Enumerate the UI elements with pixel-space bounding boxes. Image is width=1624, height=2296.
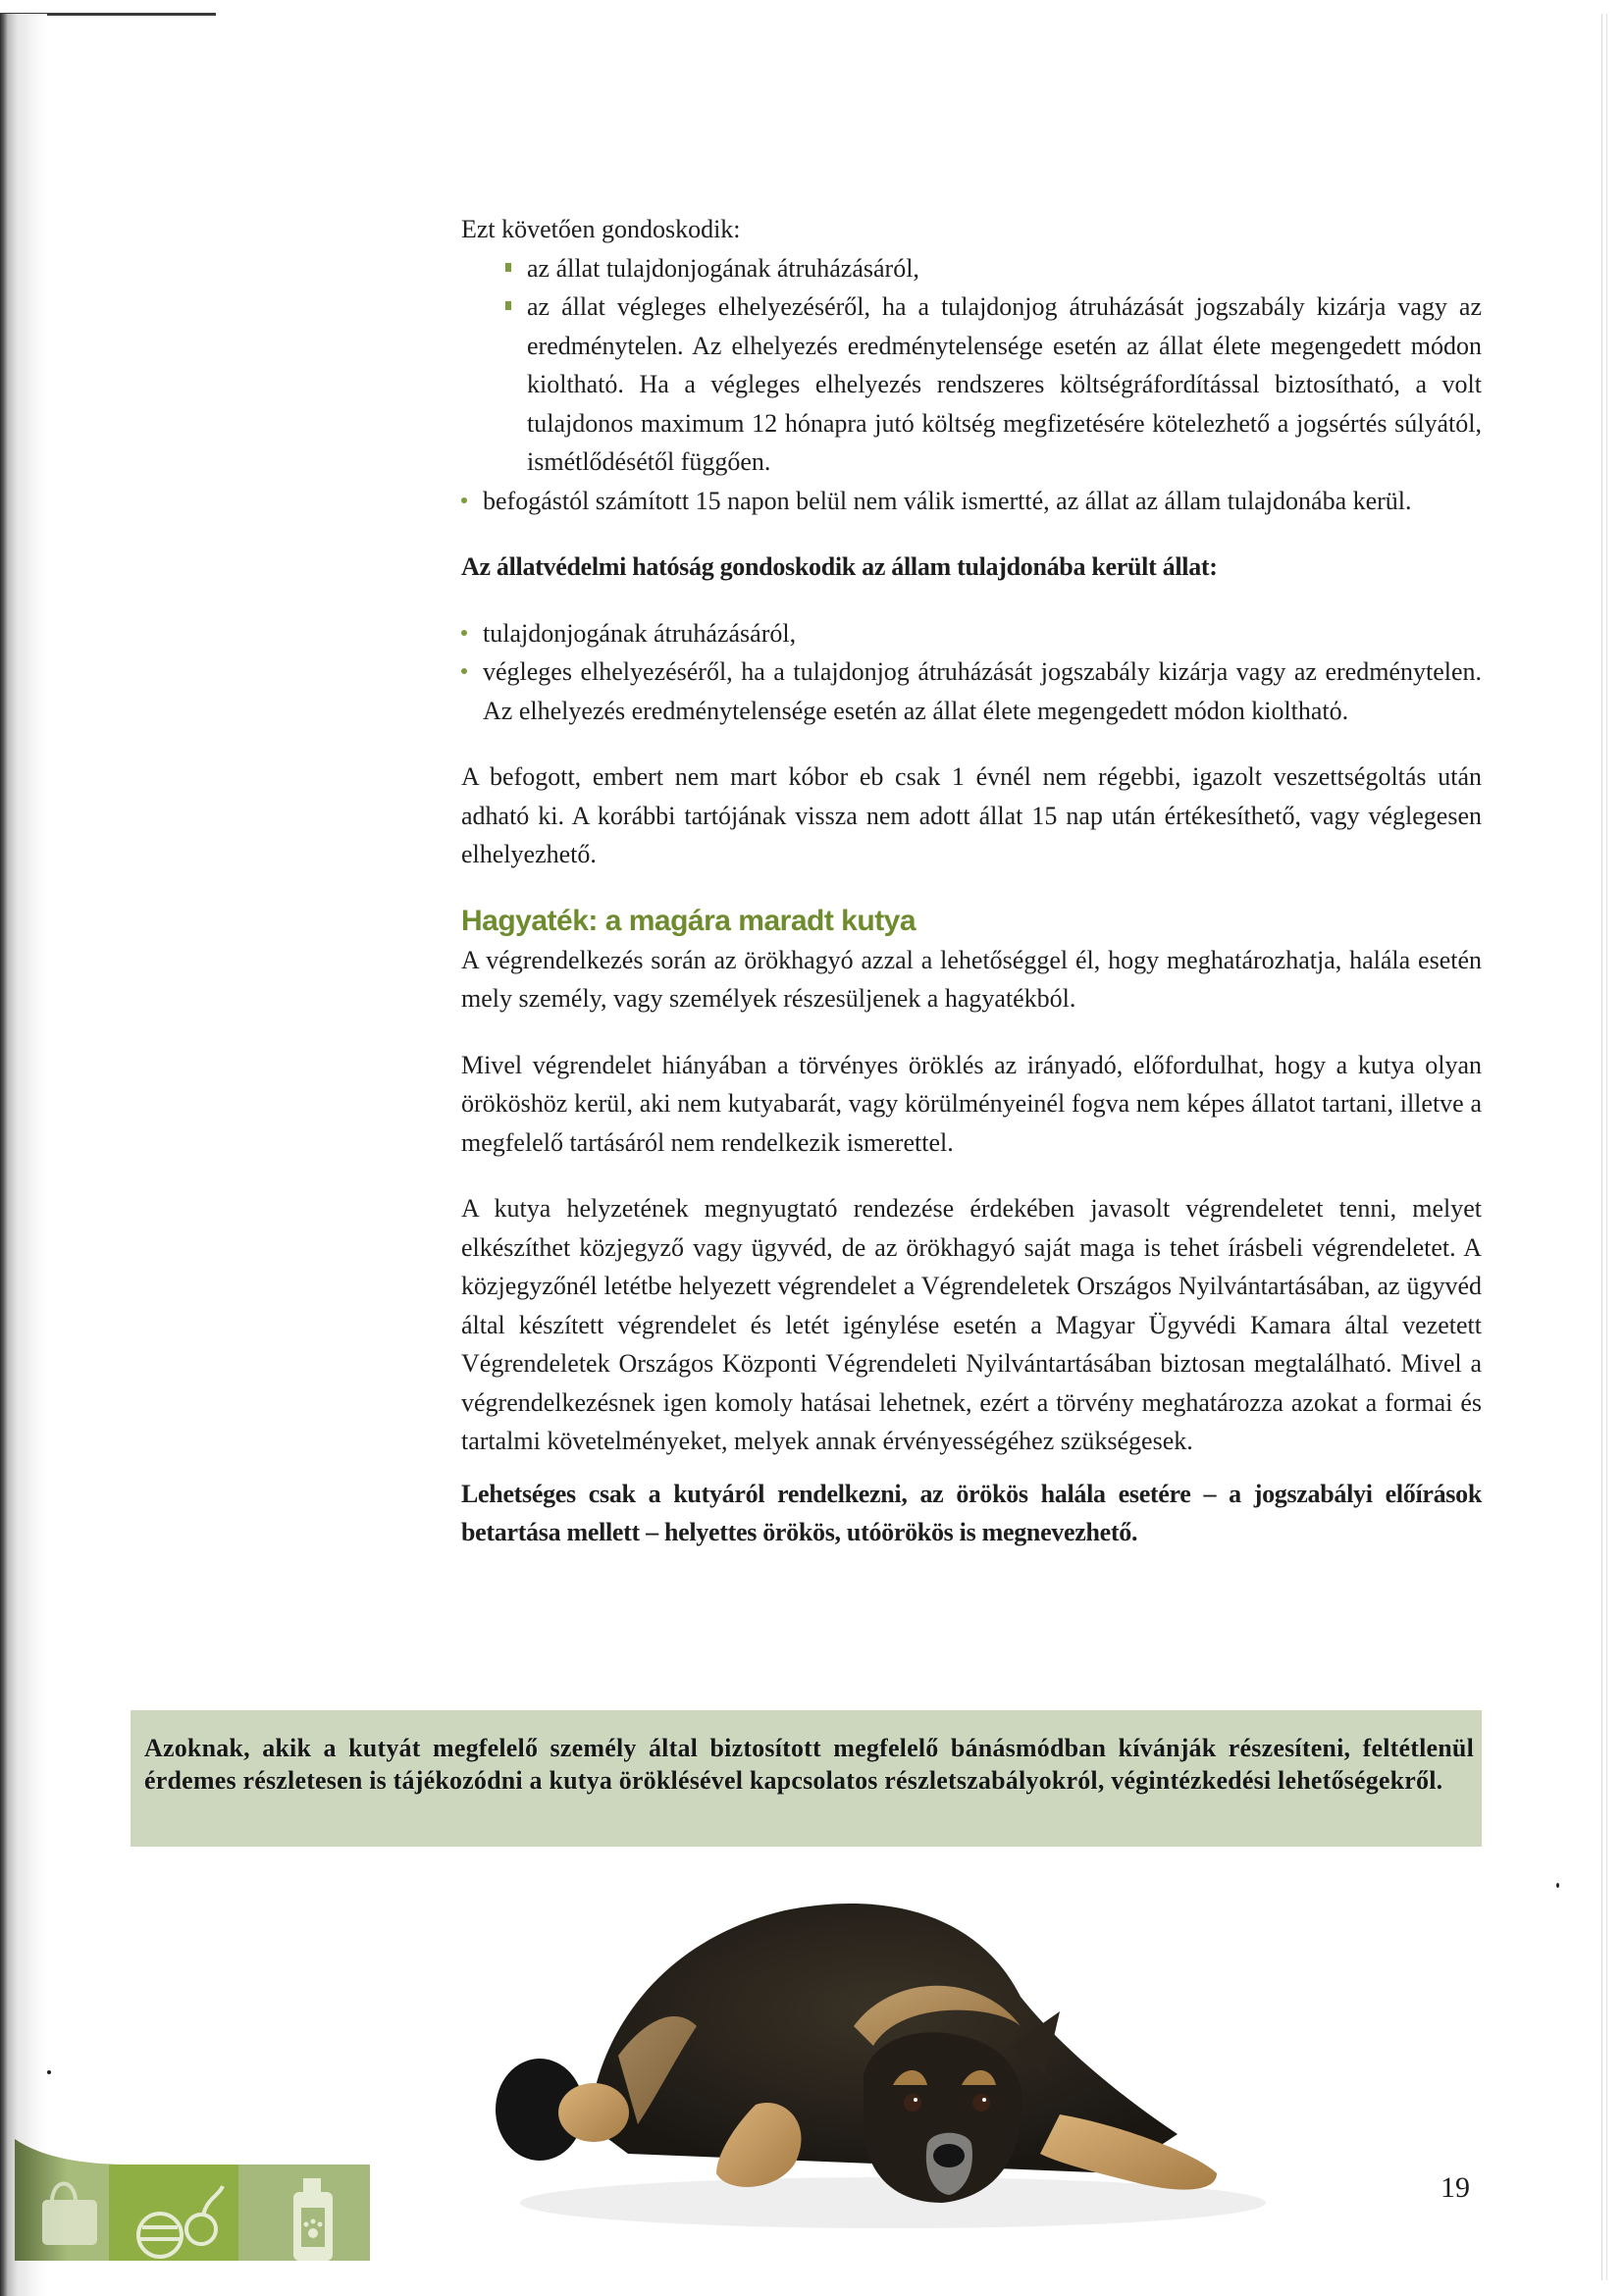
dog-eye [972,2094,990,2112]
intro-lead: Ezt követően gondoskodik: [461,215,741,243]
dog-nose [933,2144,965,2167]
page-binding-shadow [0,14,47,2296]
dog-eye [904,2094,921,2112]
square-bullet-icon [505,263,511,272]
callout-text: Azoknak, akik a kutyát megfelelő személy által biztosított megfelelő bánásmódban kívánják részesíteni, feltétlenül érdemes részletesen is tájékozódni a kutya öröklésével kapcsolatos részletszabályokról, végintézkedési lehetőségekről. [144,1734,1474,1795]
dot-bullet-icon [461,497,467,503]
intro-sub-list [461,249,1482,482]
paragraph: A végrendelkezés során az örökhagyó azzal a lehetőséggel él, hogy meghatározhatja, halála esetén mely személy, vagy személyek részesüljenek a hagyatékból. [461,945,1482,1013]
list-item: tulajdonjogának átruházásáról, [461,614,1482,653]
authority-heading: Az állatvédelmi hatóság gondoskodik az állam tulajdonába került állat: [461,552,1218,581]
page-number: 19 [1441,2171,1470,2204]
scan-speck [47,2070,51,2074]
dot-bullet-icon [461,668,467,674]
paragraph: Mivel végrendelet hiányában a törvényes öröklés az irányadó, előfordulhat, hogy a kutya olyan örököshöz kerül, aki nem kutyabarát, vagy körülményeinél fogva nem képes állatot tartani, illetve a megfelelő tartásáról nem rendelkezik ismerettel. [461,1050,1482,1157]
decorative-icon-strip [15,2139,370,2261]
list-item: befogástól számított 15 napon belül nem válik ismertté, az állat az állam tulajdonába kerül. [461,482,1482,521]
page-right-edge [1601,14,1607,2280]
authority-list [461,614,1482,731]
intro-list [461,482,1482,521]
square-bullet-icon [505,301,511,310]
list-item: az állat tulajdonjogának átruházásáról, [505,249,1482,288]
stray-dog-paragraph: A befogott, embert nem mart kóbor eb csak 1 évnél nem régebbi, igazolt veszettségoltás után adható ki. A korábbi tartójának vissza nem adott állat 15 nap után értékesíthető, vagy véglegesen elhelyezhető. [461,762,1482,868]
list-item: végleges elhelyezéséről, ha a tulajdonjog átruházását jogszabály kizárja vagy az eredménytelen. Az elhelyezés eredménytelensége esetén az állat élete megengedett módon kiolthatό. [461,652,1482,730]
paragraph: A kutya helyzetének megnyugtató rendezése érdekében javasolt végrendeletet tenni, melyet elkészíthet közjegyző vagy ügyvéd, de az örökhagyó saját maga is tehet írásbeli végrendeletet. A közjegyzőnél letétbe helyezett végrendelet a Végrendeletek Országos Nyilvántartásában, az ügyvéd által készített végrendelet és letét igénylése esetén a Magyar Ügyvédi Kamara által vezetett Végrendeletek Országos Központi Végrendeleti Nyilvántartásában biztosan megtalálható. Mivel a végrendelkezésnek igen komoly hatásai lehetnek, ezért a törvény meghatározza azokat a formai és tartalmi követelményeket, melyek annak érvényességéhez szükségesek. [461,1194,1482,1455]
bold-paragraph: Lehetséges csak a kutyáról rendelkezni, az örökös halála esetére – a jogszabályi előírások betartása mellett – helyettes örökös, utóörökös is megnevezhető. [461,1479,1482,1546]
list-item: az állat végleges elhelyezéséről, ha a tulajdonjog átruházását jogszabály kizárja vagy az eredménytelen. Az elhelyezés eredménytelensége esetén az állat élete megengedett módon kiolthatό. Ha a végleges elhelyezés rendszeres költségráfordítással biztosítható, a volt tulajdonos maximum 12 hónapra jutó költség megfizetésére kötelezhető a jogsértés súlyától, ismétlődésétől függően. [505,287,1482,482]
main-text [461,210,1482,1552]
dog-lying-photo [432,1879,1295,2291]
scan-speck [1556,1883,1559,1888]
section-title: Hagyaték: a magára maradt kutya [461,904,917,937]
callout-box [131,1710,1482,1847]
dot-bullet-icon [461,630,467,636]
